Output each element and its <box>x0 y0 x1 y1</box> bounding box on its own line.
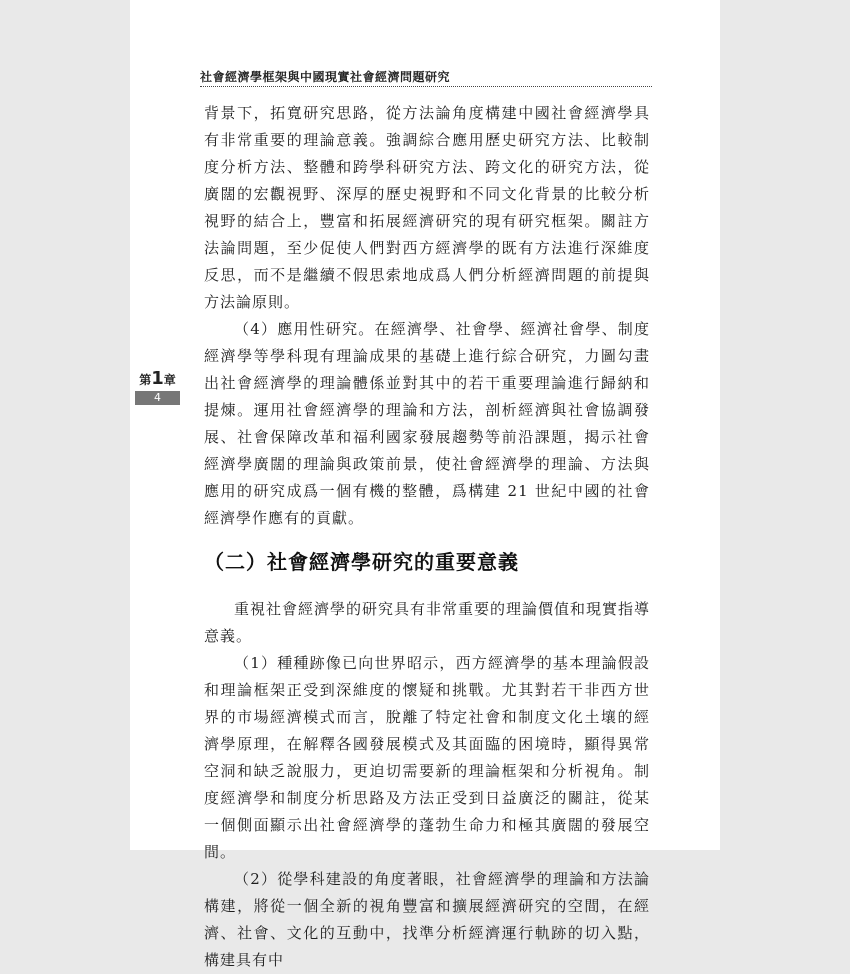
chapter-prefix: 第 <box>139 373 152 387</box>
chapter-label <box>135 370 180 389</box>
paragraph: （1）種種跡像已向世界昭示，西方經濟學的基本理論假設和理論框架正受到深維度的懷疑和挑戰。尤其對若干非西方世界的市場經濟模式而言，脫離了特定社會和制度文化土壤的經濟學原理，在解釋各國發展模式及其面臨的困境時，顯得異常空洞和缺乏說服力，更迫切需要新的理論框架和分析視角。制度經濟學和制度分析思路及方法正受到日益廣泛的關註，從某一個側面顯示出社會經濟學的蓬勃生命力和極其廣闊的發展空間。 <box>204 654 650 861</box>
paragraph: 背景下，拓寬研究思路，從方法論角度構建中國社會經濟學具有非常重要的理論意義。強調綜合應用歷史研究方法、比較制度分析方法、整體和跨學科研究方法、跨文化的研究方法，從廣闊的宏觀視野、深厚的歷史視野和不同文化背景的比較分析視野的結合上，豐富和拓展經濟研究的現有研究框架。關註方法論問題，至少促使人們對西方經濟學的既有方法進行深維度反思，而不是繼續不假思索地成爲人們分析經濟問題的前提與方法論原則。 <box>204 104 650 311</box>
chapter-suffix: 章 <box>163 373 176 387</box>
running-header: 社會經濟學框架與中國現實社會經濟問題研究 <box>200 70 451 84</box>
paragraph: （4）應用性研究。在經濟學、社會學、經濟社會學、制度經濟學等學科現有理論成果的基礎上進行綜合研究，力圖勾畫出社會經濟學的理論體係並對其中的若干重要理論進行歸納和提煉。運用社會經濟學的理論和方法，剖析經濟與社會協調發展、社會保障改革和福利國家發展趨勢等前沿課題，揭示社會經濟學廣闊的理論與政策前景，使社會經濟學的理論、方法與應用的研究成爲一個有機的整體，爲構建 21 世紀中國的社會經濟學作應有的貢獻。 <box>204 320 650 527</box>
paragraph: 重視社會經濟學的研究具有非常重要的理論價值和現實指導意義。 <box>204 600 651 645</box>
section-heading: （二）社會經濟學研究的重要意義 <box>204 550 519 574</box>
paragraph: （2）從學科建設的角度著眼，社會經濟學的理論和方法論構建，將從一個全新的視角豐富和擴展經濟研究的空間，在經濟、社會、文化的互動中，找準分析經濟運行軌跡的切入點，構建具有中 <box>204 870 650 969</box>
header-rule <box>200 86 652 87</box>
body-text <box>204 100 650 974</box>
chapter-marker <box>135 370 180 405</box>
chapter-number: 1 <box>151 368 164 389</box>
page-number: 4 <box>135 391 180 405</box>
